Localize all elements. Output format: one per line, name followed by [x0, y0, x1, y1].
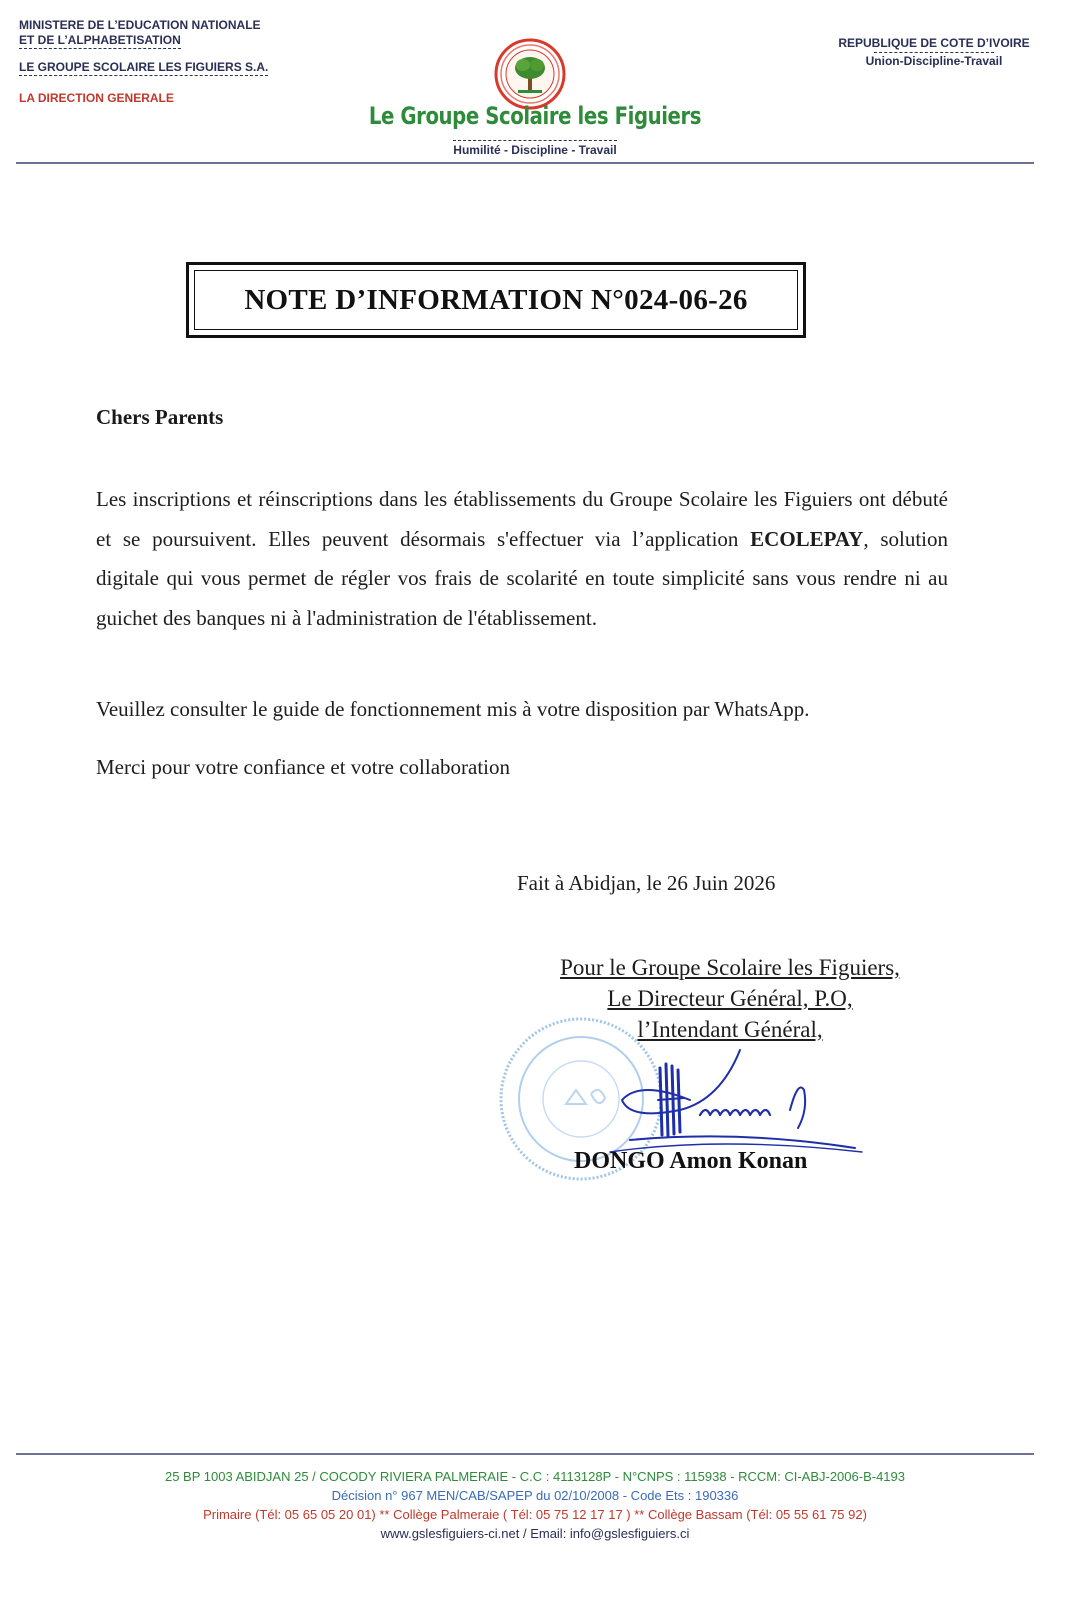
intendant-line: l’Intendant Général, — [637, 1017, 823, 1042]
header-right-block — [824, 35, 1044, 70]
paragraph-part2: , solution digitale qui vous permet de régler vos frais de scolarité en toute simplicité sans vous rendre ni au guichet des banques ni à l'administration de l'établissement. — [96, 526, 948, 630]
signer-name: DONGO Amon Konan — [574, 1148, 808, 1174]
ecolepay-app-name: ECOLEPAY — [750, 526, 864, 551]
main-paragraph — [96, 480, 948, 638]
thanks-sentence: Merci pour votre confiance et votre collaboration — [96, 755, 510, 779]
footer-divider — [16, 1453, 1034, 1455]
place-date: Fait à Abidjan, le 26 Juin 2026 — [517, 871, 776, 895]
school-name: Le Groupe Scolaire les Figuiers — [368, 102, 702, 130]
republic-motto: Union-Discipline-Travail — [865, 54, 1003, 68]
school-motto-wrap — [0, 143, 1070, 157]
title-box — [186, 262, 806, 338]
paragraph-part1: Les inscriptions et réinscriptions dans les établissements du Groupe Scolaire les Figuiers ont débuté et se poursuivent. Elles peuvent désormais s'effectuer via l’application — [96, 487, 948, 551]
footer-address: 25 BP 1003 ABIDJAN 25 / COCODY RIVIERA PALMERAIE - C.C : 4113128P - N°CNPS : 115938 - RCCM: CI-ABJ-2006-B-4193 — [164, 1469, 905, 1484]
footer-web-email[interactable]: www.gslesfiguiers-ci.net / Email: info@gslesfiguiers.ci — [380, 1526, 690, 1541]
handwritten-signature — [600, 1040, 870, 1160]
group-name: LE GROUPE SCOLAIRE LES FIGUIERS S.A. — [19, 60, 269, 74]
footer-decision: Décision n° 967 MEN/CAB/SAPEP du 02/10/2008 - Code Ets : 190336 — [331, 1488, 739, 1503]
republic-name: REPUBLIQUE DE COTE D’IVOIRE — [838, 36, 1030, 50]
document-title: NOTE D’INFORMATION N°024-06-26 — [244, 283, 748, 316]
ministry-line2: ET DE L’ALPHABETISATION — [19, 33, 181, 47]
footer-phones: Primaire (Tél: 05 65 05 20 01) ** Collège Palmeraie ( Tél: 05 75 12 17 17 ) ** Collège Bassam (Tél: 05 55 61 75 92) — [203, 1507, 867, 1522]
salutation: Chers Parents — [96, 405, 224, 429]
signature-block — [480, 952, 980, 1045]
school-motto: Humilité - Discipline - Travail — [453, 140, 616, 157]
title-inner-frame — [194, 270, 798, 330]
header-left-block — [19, 18, 268, 106]
for-group-line: Pour le Groupe Scolaire les Figuiers, — [560, 955, 900, 980]
direction-generale: LA DIRECTION GENERALE — [19, 91, 174, 105]
director-line: Le Directeur Général, P.O, — [607, 986, 853, 1011]
school-logo — [492, 38, 568, 110]
footer — [0, 1467, 1070, 1543]
guide-sentence: Veuillez consulter le guide de fonctionnement mis à votre disposition par WhatsApp. — [96, 697, 810, 721]
ministry-line1: MINISTERE DE L’EDUCATION NATIONALE — [19, 18, 261, 32]
header-divider — [16, 162, 1034, 164]
